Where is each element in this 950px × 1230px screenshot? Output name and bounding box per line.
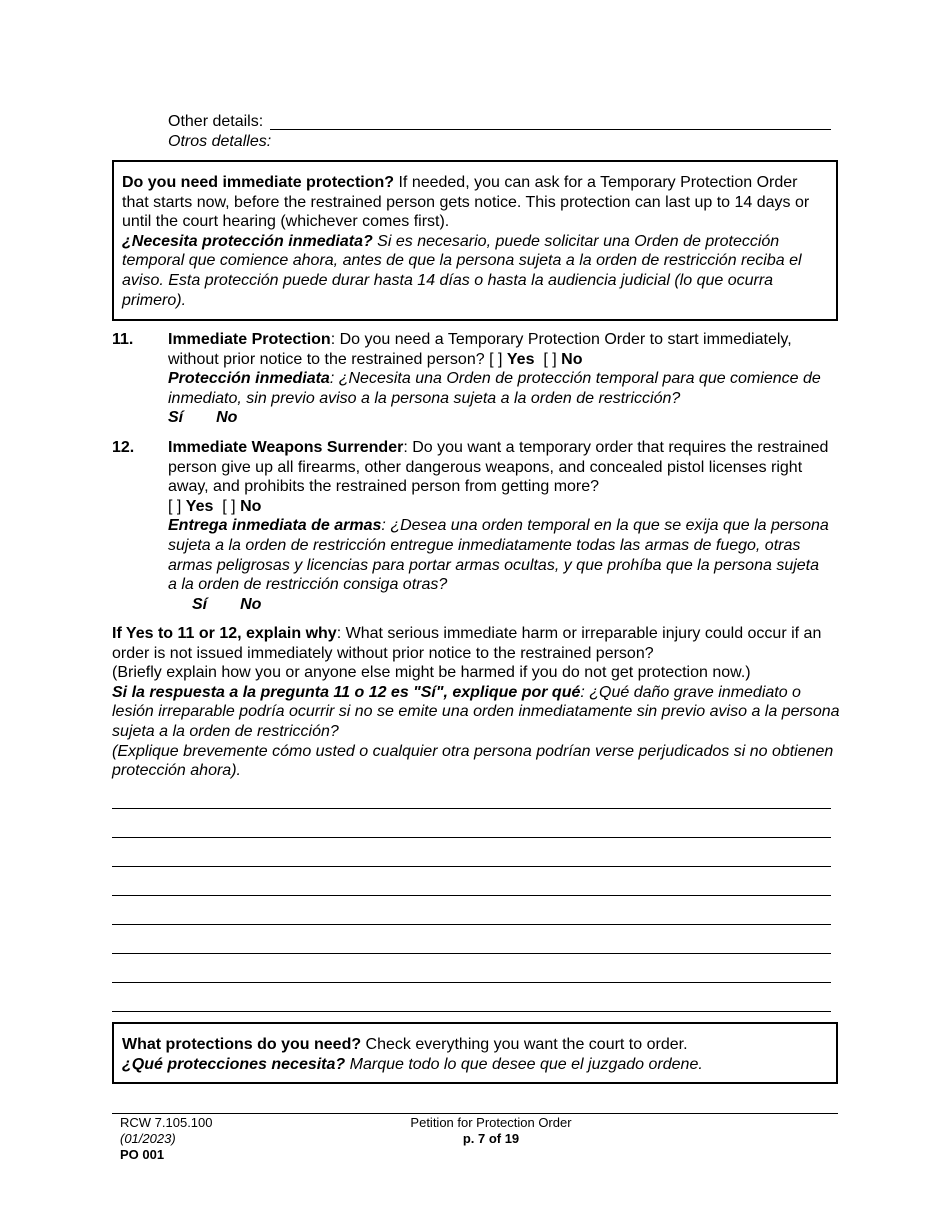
item-11-title-es: Protección inmediata xyxy=(168,370,330,388)
item-12 xyxy=(168,438,830,614)
item-12-es xyxy=(168,516,830,594)
footer-center xyxy=(391,1115,591,1147)
answer-line[interactable] xyxy=(112,867,831,896)
footer-title: Petition for Protection Order xyxy=(410,1115,572,1130)
item-12-no-label: No xyxy=(240,497,262,515)
item-11-no-label: No xyxy=(561,350,583,368)
item-11-yes-checkbox[interactable]: [ ] xyxy=(489,350,503,368)
explain-title-es: Si la respuesta a la pregunta 11 o 12 es "Sí", explique por qué xyxy=(112,683,581,701)
item-12-options-es xyxy=(168,595,830,615)
item-12-title-es: Entrega inmediata de armas xyxy=(168,517,382,535)
explain-answer-lines[interactable] xyxy=(112,779,831,1012)
immediate-protection-box xyxy=(112,160,838,321)
footer-rcw: RCW 7.105.100 xyxy=(120,1115,213,1130)
protections-title-es: ¿Qué protecciones necesita? xyxy=(122,1055,346,1073)
item-11-es xyxy=(168,369,840,408)
explain-es xyxy=(112,683,840,742)
explain-text: : What serious immediate harm or irreparable injury could occur if an order is not issued immediately without prior notice to the restrained person? xyxy=(112,625,822,662)
item-11-yes-label: Yes xyxy=(506,350,535,368)
item-12-yes-checkbox[interactable]: [ ] xyxy=(168,497,182,515)
explain-note: (Briefly explain how you or anyone else might be harmed if you do not get protection now.) xyxy=(112,664,751,682)
item-11-en xyxy=(168,330,840,369)
explain-note-es: (Explique brevemente cómo usted o cualquier otra persona podrían verse perjudicados si no obtienen protección ahora). xyxy=(112,742,834,780)
protections-text-es: Marque todo lo que desee que el juzgado ordene. xyxy=(345,1055,703,1073)
answer-line[interactable] xyxy=(112,954,831,983)
footer-date: (01/2023) xyxy=(120,1131,176,1146)
item-12-options xyxy=(168,497,830,517)
immediate-protection-title-es: ¿Necesita protección inmediata? xyxy=(122,232,373,250)
item-12-no-label-es: No xyxy=(240,595,262,613)
protections-title: What protections do you need? xyxy=(122,1036,362,1053)
protections-box xyxy=(112,1022,838,1084)
item-12-no-checkbox[interactable]: [ ] xyxy=(222,497,236,515)
item-12-text-es: : ¿Desea una orden temporal en la que se exija que la persona sujeta a la orden de restricción entregue inmediatamente todas las armas de fuego, otras armas peligrosas y licencias para portar armas ocultas, y que prohíba que la persona sujeta a la orden de restricción consiga otras? xyxy=(168,517,829,594)
answer-line[interactable] xyxy=(112,983,831,1012)
explain-title: If Yes to 11 or 12, explain why xyxy=(112,625,337,642)
explain-en xyxy=(112,624,840,663)
item-11-text-es: : ¿Necesita una Orden de protección temporal para que comience de inmediato, sin previo aviso a la persona sujeta a la orden de restricción? xyxy=(168,370,821,407)
other-details-label-es: Otros detalles: xyxy=(168,133,272,150)
protections-en xyxy=(122,1035,828,1055)
footer-page-number: p. 7 of 19 xyxy=(462,1131,520,1146)
other-details-field[interactable] xyxy=(270,111,831,130)
answer-line[interactable] xyxy=(112,779,831,809)
immediate-protection-text-es: Si es necesario, puede solicitar una Orden de protección temporal que comience ahora, antes de que la persona sujeta a la orden de restricción reciba el aviso. Esta protección puede durar hasta 14 días o hasta la audiencia judicial (lo que ocurra primero). xyxy=(122,232,802,309)
other-details-label: Other details: xyxy=(168,113,264,130)
protections-text: Check everything you want the court to order. xyxy=(361,1036,688,1053)
explain-text-es: : ¿Qué daño grave inmediato o lesión irreparable podría ocurrir si no se emite una orden inmediatamente sin previo aviso a la persona sujeta a la orden de restricción? xyxy=(112,683,840,740)
item-11-no-checkbox[interactable]: [ ] xyxy=(543,350,557,368)
immediate-protection-text: If needed, you can ask for a Temporary Protection Order that starts now, before the restrained person gets notice. This protection can last up to 14 days or until the court hearing (whichever comes first). xyxy=(122,174,810,231)
item-11-options-es xyxy=(168,408,840,428)
answer-line[interactable] xyxy=(112,809,831,838)
explain-section xyxy=(112,624,840,781)
item-12-yes-label: Yes xyxy=(185,497,214,515)
item-12-en xyxy=(168,438,830,497)
item-12-si-label: Sí xyxy=(192,595,208,613)
footer-form-number: PO 001 xyxy=(120,1147,165,1162)
immediate-protection-es xyxy=(122,232,828,310)
immediate-protection-title: Do you need immediate protection? xyxy=(122,174,395,191)
immediate-protection-en xyxy=(122,173,828,232)
item-11 xyxy=(168,330,840,428)
item-11-text: : Do you need a Temporary Protection Order to start immediately, without prior notice to the restrained person? xyxy=(168,331,792,368)
item-11-title: Immediate Protection xyxy=(168,331,331,348)
item-11-number: 11. xyxy=(112,331,134,348)
item-12-title: Immediate Weapons Surrender xyxy=(168,439,404,456)
footer-left xyxy=(120,1115,213,1163)
answer-line[interactable] xyxy=(112,925,831,954)
item-12-number: 12. xyxy=(112,439,135,456)
footer-rule xyxy=(112,1113,838,1114)
item-11-no-label-es: No xyxy=(216,409,238,427)
item-12-text: : Do you want a temporary order that requires the restrained person give up all firearms, other dangerous weapons, and concealed pistol licenses right away, and prohibits the restrained person from getting more? xyxy=(168,439,829,496)
answer-line[interactable] xyxy=(112,896,831,925)
protections-es xyxy=(122,1055,828,1075)
item-11-si-label: Sí xyxy=(168,409,184,427)
answer-line[interactable] xyxy=(112,838,831,867)
